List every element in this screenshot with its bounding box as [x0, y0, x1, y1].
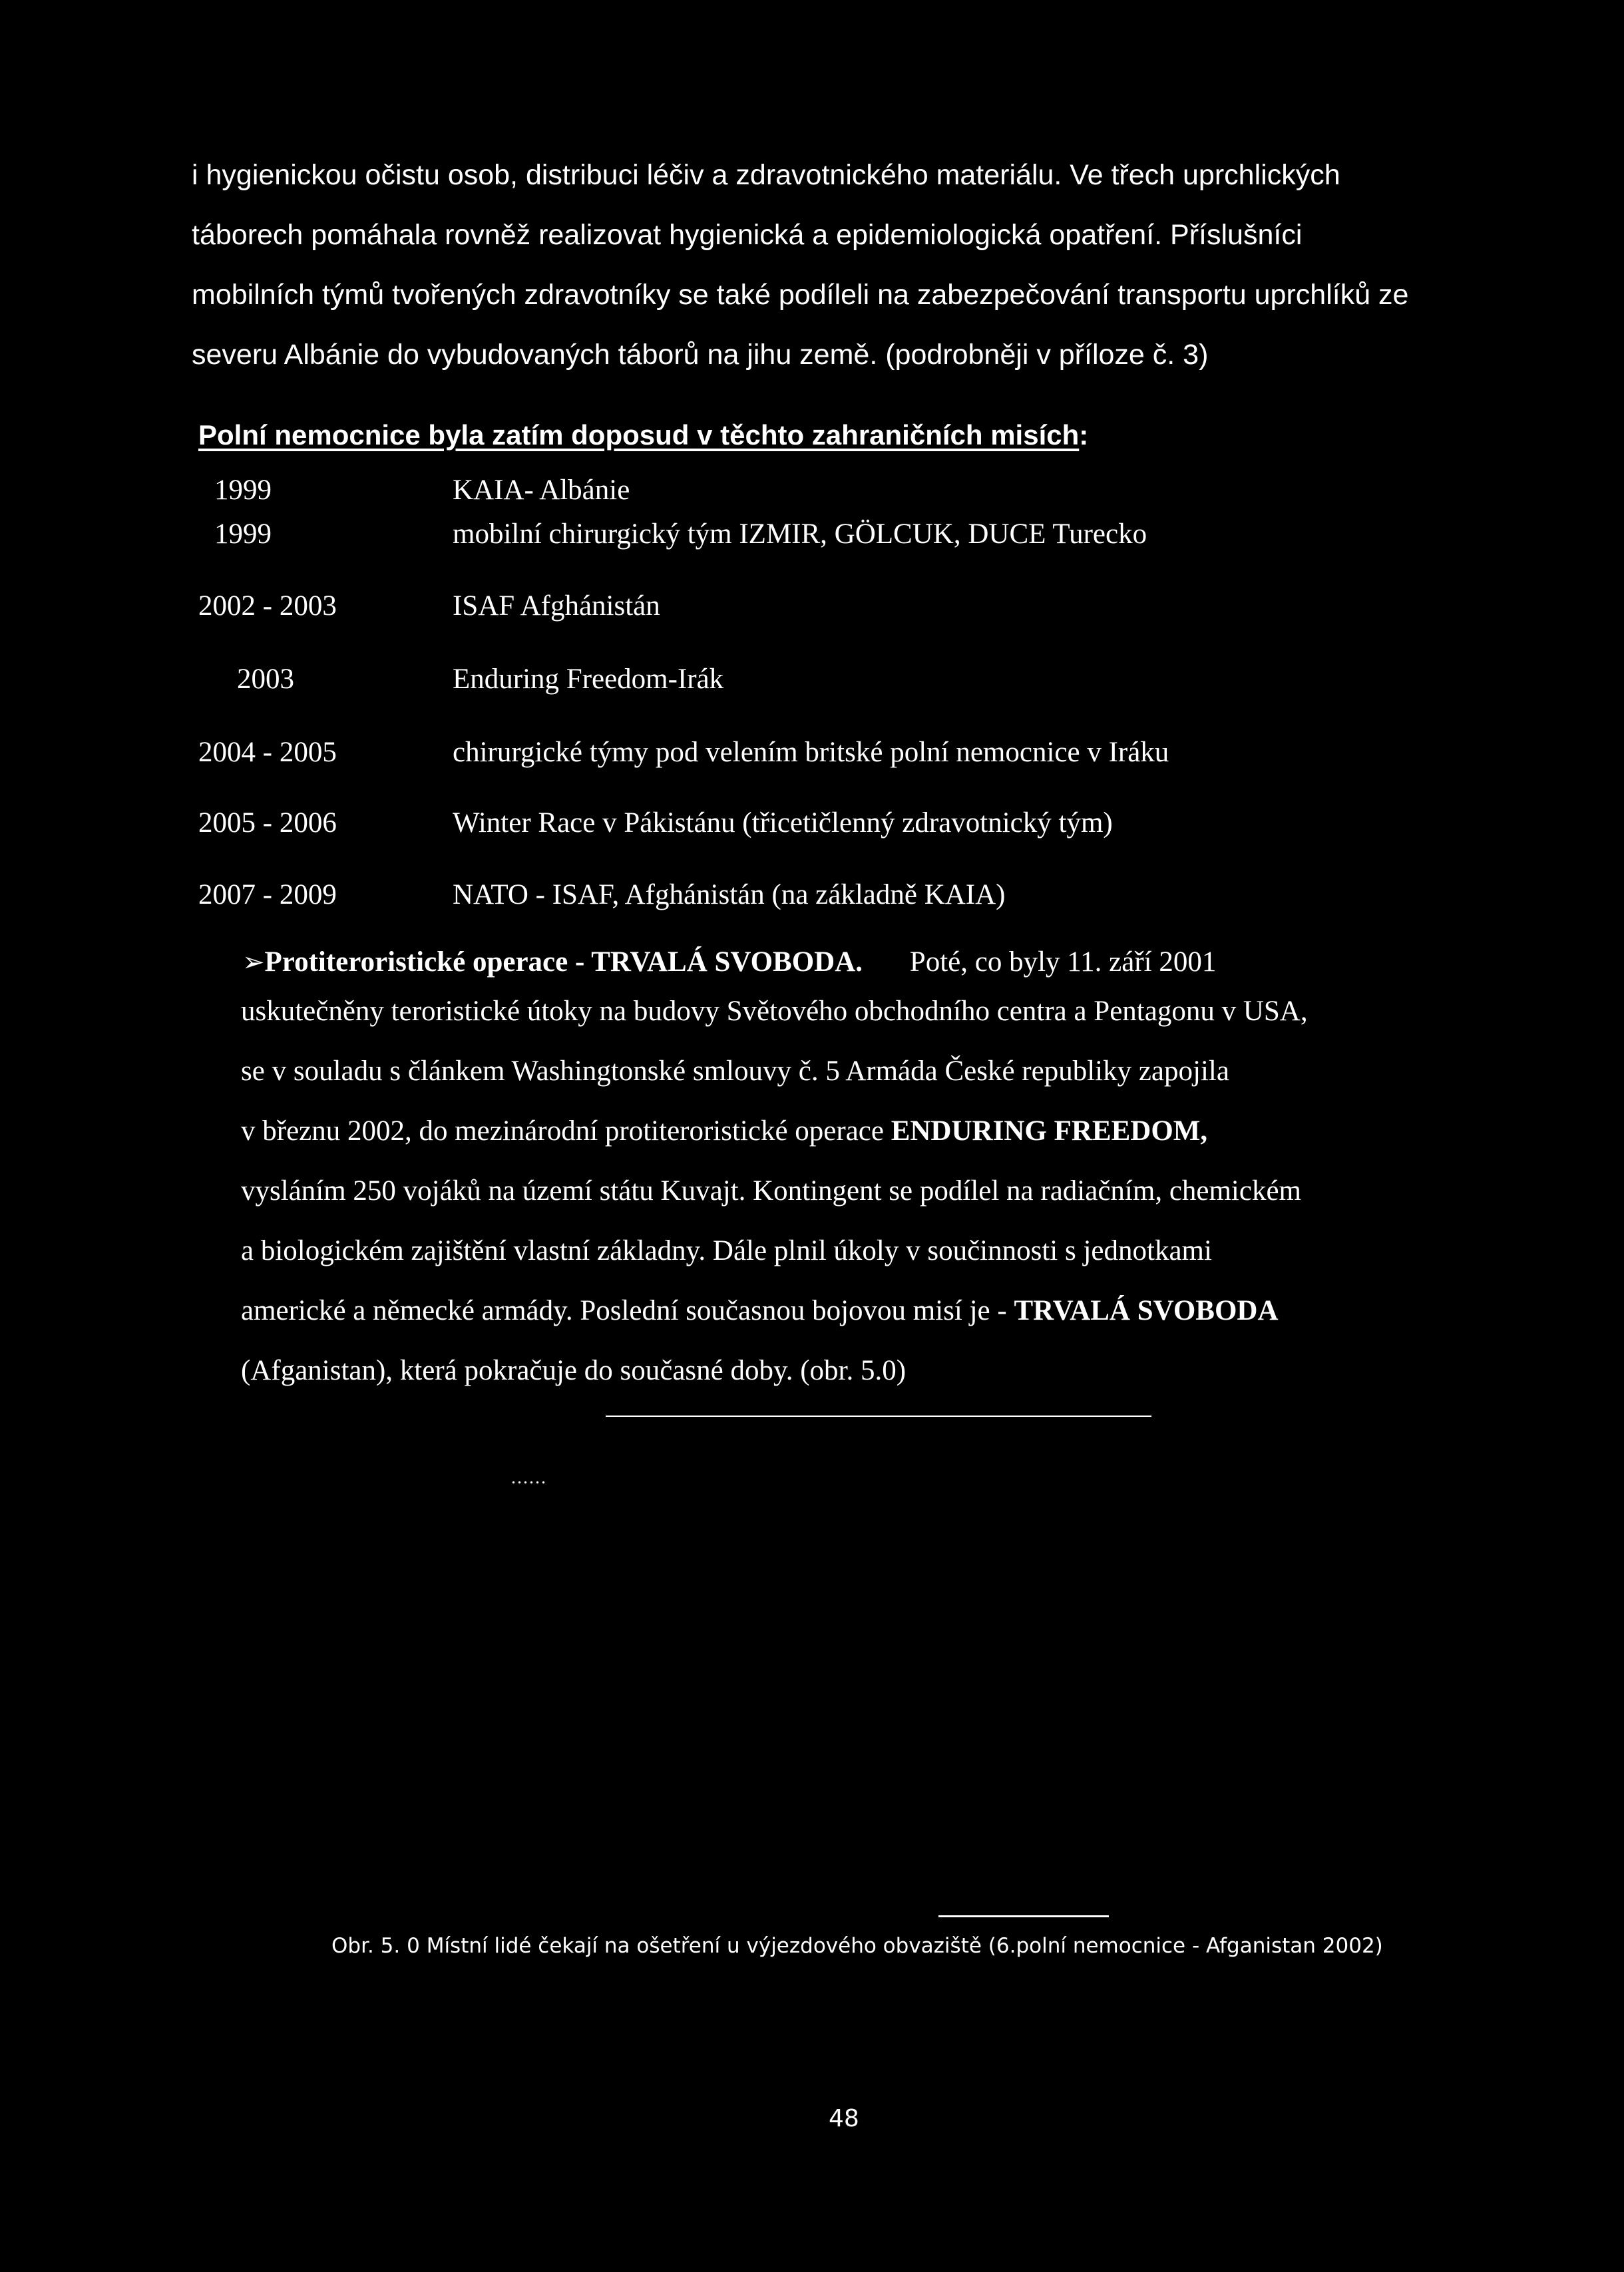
intro-line: severu Albánie do vybudovaných táborů na jihu země. (podrobněji v příloze č. 3) [192, 339, 1209, 371]
mission-desc: KAIA- Albánie [453, 474, 630, 506]
body-line-part: v březnu 2002, do mezinárodní protiteroristické operace [241, 1115, 891, 1147]
body-line [241, 1101, 1499, 1161]
bullet-arrow-icon: ➢ [242, 947, 265, 978]
mission-desc: chirurgické týmy pod velením britské polní nemocnice v Iráku [453, 737, 1169, 768]
mission-years: 2005 - 2006 [198, 807, 337, 839]
protiteroristicke-line [242, 946, 1216, 978]
mission-desc: Winter Race v Pákistánu (třicetičlenný zdravotnický tým) [453, 807, 1113, 839]
intro-line: mobilních týmů tvořených zdravotníky se také podíleli na zabezpečování transportu uprchlíků ze [192, 279, 1409, 311]
body-line: vysláním 250 vojáků na území státu Kuvajt. Kontingent se podílel na radiačním, chemickém [241, 1175, 1301, 1207]
operations-paragraph [241, 982, 1499, 1401]
mission-years: 2007 - 2009 [198, 879, 337, 910]
intro-paragraph [192, 145, 1503, 385]
mission-years: 2004 - 2005 [198, 737, 337, 768]
mission-years: 2002 - 2003 [198, 590, 337, 622]
intro-line: i hygienickou očistu osob, distribuci léčiv a zdravotnického materiálu. Ve třech uprchlických [192, 159, 1340, 191]
body-line: uskutečněny teroristické útoky na budovy Světového obchodního centra a Pentagonu v USA, [241, 996, 1308, 1027]
mission-desc: ISAF Afghánistán [453, 590, 660, 622]
divider-line [938, 1915, 1109, 1917]
missions-heading-colon: : [1079, 419, 1089, 451]
protit-title: Protiteroristické operace - TRVALÁ SVOBODA. [264, 946, 863, 978]
protit-rest: Poté, co byly 11. září 2001 [909, 946, 1217, 978]
body-line: a biologickém zajištění vlastní základny. Dále plnil úkoly v součinnosti s jednotkami [241, 1235, 1212, 1266]
missions-heading-text: Polní nemocnice byla zatím doposud v těchto zahraničních misích [198, 419, 1080, 451]
body-line: (Afganistan), která pokračuje do současné doby. (obr. 5.0) [241, 1355, 907, 1386]
body-line-part: americké a německé armády. Poslední současnou bojovou misí je - [241, 1295, 1014, 1326]
missions-heading [198, 419, 1088, 451]
mission-desc: mobilní chirurgický tým IZMIR, GÖLCUK, DUCE Turecko [453, 518, 1147, 550]
operation-name: ENDURING FREEDOM, [891, 1115, 1208, 1147]
mission-desc: NATO - ISAF, Afghánistán (na základně KAIA) [453, 879, 1006, 910]
page-number: 48 [829, 2105, 859, 2132]
stray-dots: ...... [511, 1467, 547, 1488]
mission-years: 2003 [237, 663, 294, 695]
body-line: se v souladu s článkem Washingtonské smlouvy č. 5 Armáda České republiky zapojila [241, 1055, 1229, 1087]
operation-name: TRVALÁ SVOBODA [1014, 1295, 1279, 1326]
body-line [241, 1281, 1499, 1341]
mission-years: 1999 [214, 518, 272, 550]
divider-line [606, 1416, 1151, 1417]
mission-desc: Enduring Freedom-Irák [453, 663, 724, 695]
intro-line: táborech pomáhala rovněž realizovat hygienická a epidemiologická opatření. Příslušníci [192, 219, 1303, 251]
mission-years: 1999 [214, 474, 272, 506]
figure-caption: Obr. 5. 0 Místní lidé čekají na ošetření u výjezdového obvaziště (6.polní nemocnice - Afganistan 2002) [331, 1934, 1383, 1958]
